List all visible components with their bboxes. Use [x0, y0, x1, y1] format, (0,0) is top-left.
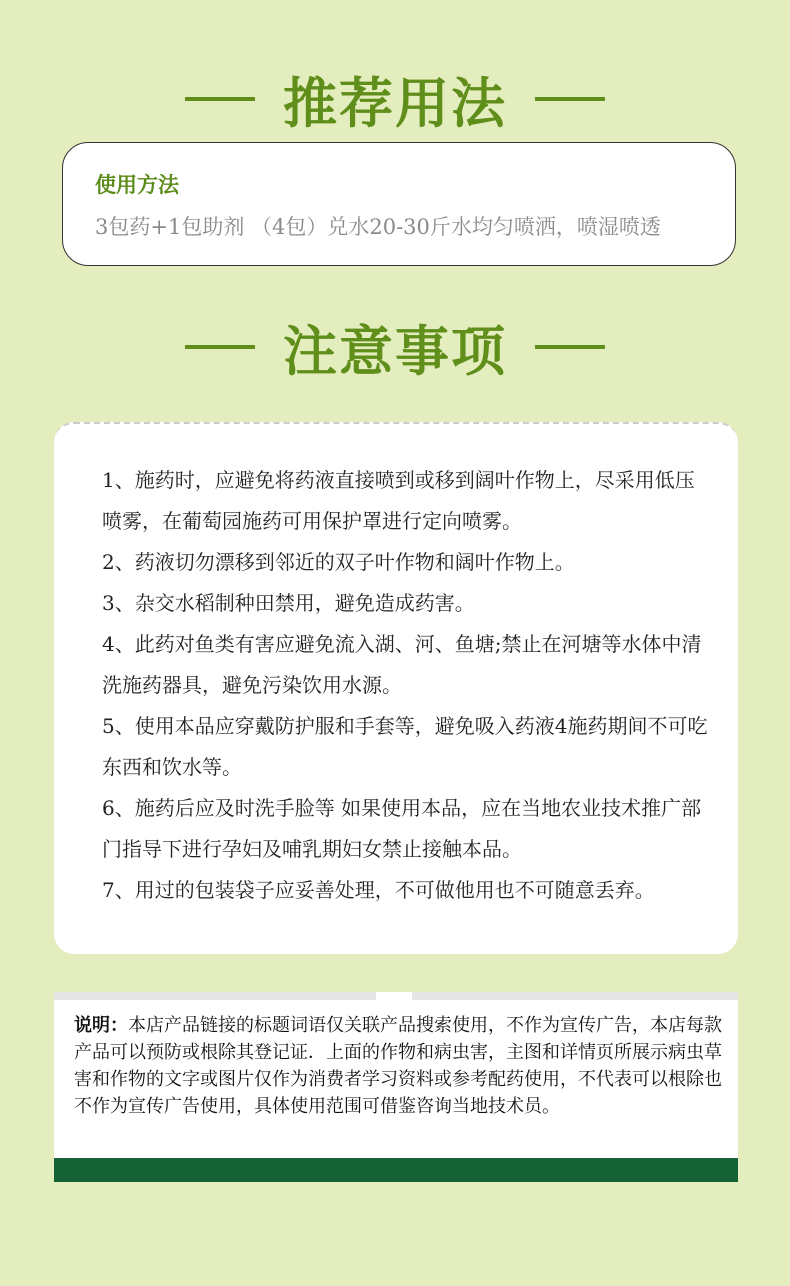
disclaimer-label: 说明：	[74, 1015, 128, 1036]
usage-section-header	[0, 64, 790, 134]
disclaimer-body: 本店产品链接的标题词语仅关联产品搜索使用，不作为宣传广告，本店每款产品可以预防或根除其登记证．上面的作物和病虫害，主图和详情页所展示病虫草害和作物的文字或图片仅作为消费者学习资料或参考配药使用，不代表可以根除也不作为宣传广告使用，具体使用范围可借鉴咨询当地技术员。	[74, 1015, 722, 1117]
title-left-dash	[185, 97, 255, 101]
list-item: 1、施药时，应避免将药液直接喷到或移到阔叶作物上，尽采用低压喷雾，在葡萄园施药可用保护罩进行定向喷雾。	[102, 468, 695, 533]
title-right-dash	[535, 97, 605, 101]
list-item: 5、使用本品应穿戴防护服和手套等，避免吸入药液4施药期间不可吃东西和饮水等。	[102, 714, 708, 779]
notes-section-header	[0, 312, 790, 382]
notes-list	[102, 460, 712, 911]
notes-card	[54, 422, 738, 954]
disclaimer-text	[74, 1012, 722, 1120]
usage-label: 使用方法	[95, 172, 179, 197]
usage-section-title: 推荐用法	[283, 70, 507, 135]
footer-green-bar	[54, 1158, 738, 1182]
list-item: 3、杂交水稻制种田禁用，避免造成药害。	[102, 591, 475, 615]
list-item: 6、施药后应及时洗手脸等 如果使用本品，应在当地农业技术推广部门指导下进行孕妇及哺乳期妇女禁止接触本品。	[102, 796, 702, 861]
list-item: 4、此药对鱼类有害应避免流入湖、河、鱼塘;禁止在河塘等水体中清洗施药器具，避免污染饮用水源。	[102, 632, 702, 697]
title-left-dash	[185, 345, 255, 349]
usage-card	[62, 142, 736, 266]
usage-description: 3包药+1包助剂 （4包）兑水20-30斤水均匀喷洒，喷湿喷透	[95, 215, 661, 239]
list-item: 2、药液切勿漂移到邻近的双子叶作物和阔叶作物上。	[102, 550, 575, 574]
title-right-dash	[535, 345, 605, 349]
list-item: 7、用过的包装袋子应妥善处理，不可做他用也不可随意丢弃。	[102, 878, 655, 902]
disclaimer-panel	[54, 992, 738, 1182]
notes-section-title: 注意事项	[283, 318, 507, 383]
disclaimer-top-notch	[376, 992, 412, 1000]
